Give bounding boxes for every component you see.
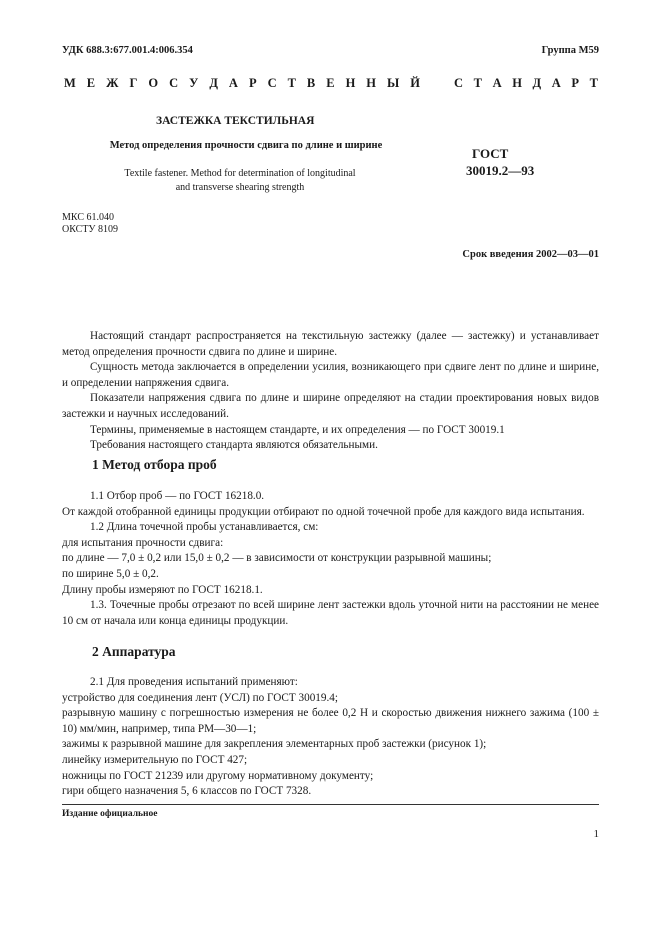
banner-letter: Р [248,76,257,90]
page-number: 1 [593,828,599,840]
banner-letter: Р [571,76,579,90]
standard-banner [64,76,598,91]
banner-letter: С [169,76,179,90]
section-1-heading: 1 Метод отбора проб [92,457,217,472]
section-line: Длину пробы измеряют по ГОСТ 16218.1. [62,583,263,596]
section-line: для испытания прочности сдвига: [62,536,224,549]
section-line: гири общего назначения 5, 6 классов по ГОСТ 7328. [62,785,312,798]
english-title-line1: Textile fastener. Method for determination of longitudinal [124,168,356,179]
banner-letter: Т [589,76,598,90]
classification-codes [62,212,118,236]
banner-letter: Й [410,76,420,90]
effective-date: Срок введения 2002—03—01 [462,249,599,260]
section-line: 1.3. Точечные пробы отрезают по всей ширине лент застежки вдоль уточной нити на расстоянии не менее 10 см от начала или конца единицы продукции. [62,599,599,627]
banner-letter: Д [209,76,218,90]
english-title-line2: and transverse shearing strength [175,182,305,193]
section-1-body [62,489,599,629]
banner-letter: Т [473,76,482,90]
banner-letter: А [551,76,561,90]
banner-letter: А [228,76,238,90]
gost-label: ГОСТ [472,146,509,161]
banner-letter: Г [129,76,138,90]
banner-letter: С [267,76,277,90]
banner-letter: Ж [106,76,119,90]
mks-code: МКС 61.040 [62,212,114,223]
section-line: От каждой отобранной единицы продукции отбирают по одной точечной пробе для каждого вида испытания. [62,505,585,518]
section-line: зажимы к разрывной машине для закрепления элементарных проб застежки (рисунок 1); [62,738,487,751]
intro-paragraph: Сущность метода заключается в определении усилия, возникающего при сдвиге лент по длине и ширине, и определении напряжения сдвига. [62,361,599,389]
intro-paragraph: Показатели напряжения сдвига по длине и ширине определяют на стадии проектирования новых видов застежки и научных исследований. [62,392,599,420]
section-line: 1.1 Отбор проб — по ГОСТ 16218.0. [90,490,265,502]
section-line: по ширине 5,0 ± 0,2. [62,567,159,580]
document-subtitle: Метод определения прочности сдвига по длине и ширине [109,140,383,151]
banner-letter: А [492,76,502,90]
english-title [95,167,385,195]
section-line: линейку измерительную по ГОСТ 427; [62,753,248,766]
intro-paragraph: Требования настоящего стандарта являются обязательными. [90,439,378,452]
banner-word-interstate [64,76,420,91]
banner-word-standard [454,76,598,91]
banner-letter: Ы [387,76,400,90]
section-line: разрывную машину с погрешностью измерения не более 0,2 Н и скоростью движения нижнего зажима (100 ± 10) мм/мин, например, типа РМ—30—1; [62,707,599,735]
banner-letter: С [454,76,464,90]
banner-letter: Н [345,76,356,90]
footer-divider [62,804,599,805]
section-line: по длине — 7,0 ± 0,2 или 15,0 ± 0,2 — в зависимости от конструкции разрывной машины; [62,552,492,565]
gost-number: 30019.2—93 [466,163,535,178]
section-line: ножницы по ГОСТ 21239 или другому нормативному документу; [62,769,374,782]
document-title: ЗАСТЕЖКА ТЕКСТИЛЬНАЯ [156,115,315,127]
banner-letter: Т [287,76,296,90]
official-edition-label: Издание официальное [62,809,158,819]
intro-section [62,329,599,454]
banner-letter: Е [86,76,96,90]
okstu-code: ОКСТУ 8109 [62,224,119,235]
section-line: устройство для соединения лент (УСЛ) по ГОСТ 30019.4; [62,691,338,704]
banner-letter: О [148,76,159,90]
section-line: 1.2 Длина точечной пробы устанавливается, см: [90,521,319,534]
banner-letter: Н [366,76,377,90]
gost-designation [466,145,534,179]
banner-letter: Е [326,76,335,90]
banner-letter: М [64,76,76,90]
banner-letter: Д [532,76,542,90]
udk-code: УДК 688.3:677.001.4:006.354 [62,45,193,56]
intro-paragraph: Настоящий стандарт распространяется на текстильную застежку (далее — застежку) и устанавливает метод определения прочности сдвига по длине и ширине. [62,330,599,358]
section-line: 2.1 Для проведения испытаний применяют: [90,676,298,688]
intro-paragraph: Термины, применяемые в настоящем стандарте, и их определения — по ГОСТ 30019.1 [90,423,505,436]
banner-letter: У [189,76,199,90]
banner-letter: Н [512,76,522,90]
group-code: Группа М59 [541,45,599,56]
section-2-heading: 2 Аппаратура [92,644,176,659]
section-2-body [62,675,599,800]
banner-letter: В [306,76,316,90]
